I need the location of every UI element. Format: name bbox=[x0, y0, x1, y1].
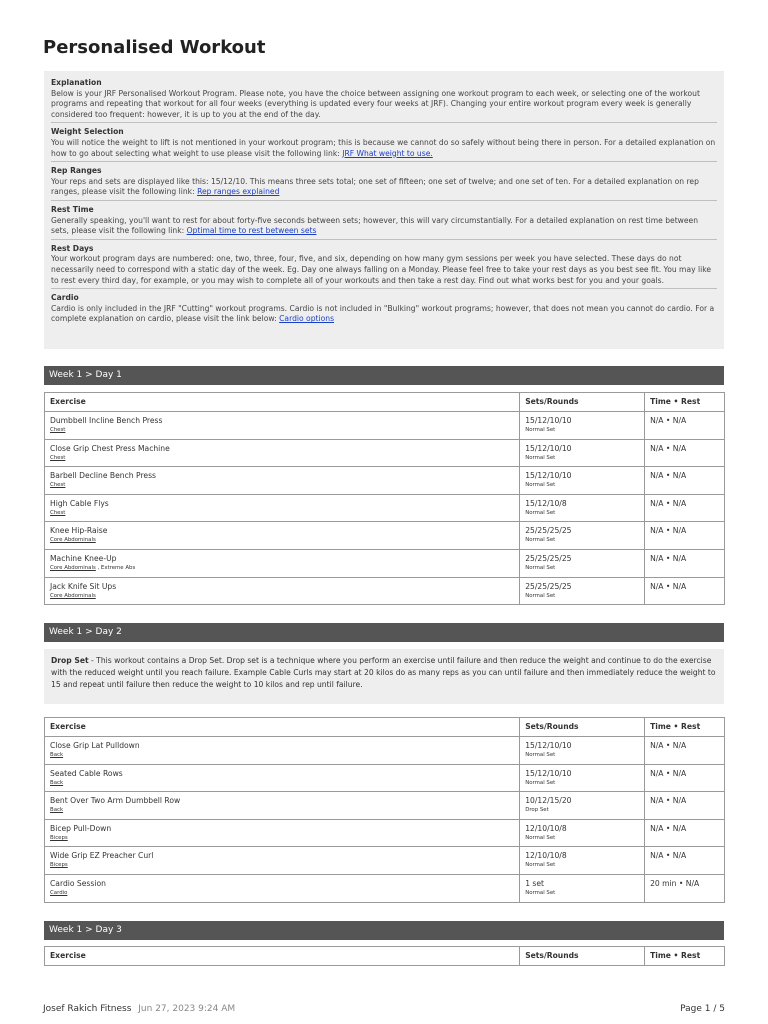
info-text: Cardio is only included in the JRF "Cutting" workout programs. Cardio is not included in "Bulking" workout programs; however, that does not mean you cannot do cardio. For a complete explanation on cardio, please visit the link below: bbox=[51, 303, 715, 324]
exercise-name: Bicep Pull-Down bbox=[50, 823, 112, 833]
table-row bbox=[45, 577, 725, 605]
page-title: Personalised Workout bbox=[43, 37, 266, 58]
exercise-name: Cardio Session bbox=[50, 878, 106, 888]
table-header-row bbox=[45, 947, 725, 966]
col-sets: Sets/Rounds bbox=[520, 718, 645, 737]
footer-brand: Josef Rakich Fitness bbox=[43, 1004, 132, 1014]
col-sets: Sets/Rounds bbox=[520, 393, 645, 412]
exercise-name: Seated Cable Rows bbox=[50, 768, 123, 778]
rest-time-link[interactable]: Optimal time to rest between sets bbox=[186, 226, 317, 236]
exercise-cell bbox=[45, 874, 520, 902]
muscle-link[interactable]: Back bbox=[50, 779, 64, 786]
sets-value: 25/25/25/25 bbox=[525, 581, 572, 591]
time-cell: N/A • N/A bbox=[645, 467, 725, 495]
time-cell: N/A • N/A bbox=[645, 577, 725, 605]
sets-cell bbox=[520, 874, 645, 902]
page-footer bbox=[43, 1004, 725, 1014]
cardio-options-link[interactable]: Cardio options bbox=[279, 314, 335, 324]
exercise-cell bbox=[45, 439, 520, 467]
sets-value: 15/12/10/10 bbox=[525, 741, 572, 750]
info-section-rest-days bbox=[51, 244, 717, 289]
time-cell: 20 min • N/A bbox=[645, 874, 725, 902]
note-text: - This workout contains a Drop Set. Drop set is a technique where you perform an exercise until failure and then reduce the weight and continue to do the exercise with the reduced weight until you reach failure. Example Cable Curls may start at 20 kilos do as many reps as you can until failure and then immediately reduce the weight to 15 and repeat until failure then reduce the weight to 10 kilos and rep until failure. bbox=[51, 656, 716, 689]
set-type: Normal Set bbox=[525, 427, 556, 433]
time-cell: N/A • N/A bbox=[645, 549, 725, 577]
time-cell: N/A • N/A bbox=[645, 522, 725, 550]
col-exercise: Exercise bbox=[45, 718, 520, 737]
time-cell: N/A • N/A bbox=[645, 412, 725, 440]
info-section-rest-time bbox=[51, 205, 717, 240]
exercise-name: Close Grip Lat Pulldown bbox=[50, 741, 140, 750]
set-type: Normal Set bbox=[525, 834, 556, 841]
workout-table-day-1 bbox=[44, 392, 725, 605]
muscle-link[interactable]: Cardio bbox=[50, 889, 68, 896]
sets-value: 1 set bbox=[525, 878, 545, 888]
info-text: You will notice the weight to lift is not mentioned in your workout program; this is because we cannot do so safely without being there in person. For a detailed explanation on how to go about selecting what weight to use please visit the following link: bbox=[51, 137, 716, 158]
set-type: Normal Set bbox=[525, 592, 556, 599]
info-text: Below is your JRF Personalised Workout Program. Please note, you have the choice between assigning one workout program to each week, or selecting one of the workout programs and repeating that workout for all four weeks (everything is updated every four weeks at JRF). Changing your entire workout program every week is generally considered too frequent: however, it is up to you at the end of the day. bbox=[51, 88, 700, 119]
sets-value: 10/12/15/20 bbox=[525, 796, 572, 806]
drop-set-note bbox=[44, 649, 724, 704]
info-heading: Rest Time bbox=[51, 204, 94, 214]
set-type: Normal Set bbox=[525, 779, 556, 786]
muscle-link[interactable]: Chest bbox=[50, 482, 66, 489]
set-type: Normal Set bbox=[525, 482, 556, 489]
exercise-name: Machine Knee-Up bbox=[50, 553, 117, 563]
exercise-name: Barbell Decline Bench Press bbox=[50, 471, 157, 481]
table-row bbox=[45, 467, 725, 495]
page-number: Page 1 / 5 bbox=[680, 1004, 725, 1014]
weight-selection-link[interactable]: JRF What weight to use. bbox=[342, 148, 433, 158]
info-heading: Weight Selection bbox=[51, 127, 124, 137]
muscle-link[interactable]: Biceps bbox=[50, 862, 68, 869]
muscle-link[interactable]: Core Abdominals bbox=[50, 592, 96, 599]
exercise-cell bbox=[45, 549, 520, 577]
exercise-cell bbox=[45, 467, 520, 495]
sets-cell bbox=[520, 439, 645, 467]
time-cell: N/A • N/A bbox=[645, 737, 725, 765]
muscle-link[interactable]: Chest bbox=[50, 454, 66, 461]
info-text: Generally speaking, you'll want to rest for about forty-five seconds between sets; however, this will vary circumstantially. For a detailed explanation on rest time between sets, please visit the following link: bbox=[51, 215, 699, 236]
info-section-rep-ranges bbox=[51, 166, 717, 201]
sets-cell bbox=[520, 764, 645, 792]
col-time: Time • Rest bbox=[645, 947, 725, 966]
set-type: Drop Set bbox=[525, 807, 549, 814]
info-text: Your reps and sets are displayed like this: 15/12/10. This means three sets total; one set of fifteen; one set of twelve; and one set of ten. For a detailed explanation on rep ranges, please visit the following link: bbox=[51, 176, 699, 197]
exercise-name: Dumbbell Incline Bench Press bbox=[50, 416, 163, 425]
exercise-cell bbox=[45, 819, 520, 847]
info-heading: Rep Ranges bbox=[51, 166, 102, 176]
footer-date: Jun 27, 2023 9:24 AM bbox=[138, 1004, 236, 1014]
exercise-cell bbox=[45, 764, 520, 792]
exercise-name: Jack Knife Sit Ups bbox=[50, 581, 117, 591]
sets-cell bbox=[520, 792, 645, 820]
info-heading: Cardio bbox=[51, 293, 79, 303]
exercise-name: High Cable Flys bbox=[50, 498, 109, 508]
info-heading: Explanation bbox=[51, 78, 102, 87]
col-time: Time • Rest bbox=[645, 718, 725, 737]
set-type: Normal Set bbox=[525, 564, 556, 571]
sets-cell bbox=[520, 577, 645, 605]
time-cell: N/A • N/A bbox=[645, 792, 725, 820]
sets-cell bbox=[520, 847, 645, 875]
muscle-link[interactable]: Core Abdominals bbox=[50, 537, 96, 544]
table-row bbox=[45, 439, 725, 467]
sets-value: 25/25/25/25 bbox=[525, 526, 572, 536]
exercise-name: Close Grip Chest Press Machine bbox=[50, 443, 170, 453]
sets-value: 15/12/10/10 bbox=[525, 768, 572, 778]
time-cell: N/A • N/A bbox=[645, 819, 725, 847]
table-header-row bbox=[45, 718, 725, 737]
time-cell: N/A • N/A bbox=[645, 439, 725, 467]
exercise-name: Knee Hip-Raise bbox=[50, 526, 108, 536]
sets-cell bbox=[520, 522, 645, 550]
sets-value: 15/12/10/10 bbox=[525, 471, 572, 481]
table-row bbox=[45, 412, 725, 440]
time-cell: N/A • N/A bbox=[645, 764, 725, 792]
set-type: Normal Set bbox=[525, 454, 556, 461]
exercise-name: Wide Grip EZ Preacher Curl bbox=[50, 851, 154, 861]
muscle-link[interactable]: Back bbox=[50, 807, 64, 814]
sets-cell bbox=[520, 467, 645, 495]
set-type: Normal Set bbox=[525, 509, 556, 516]
sets-value: 15/12/10/10 bbox=[525, 443, 572, 453]
day-header-w1d1: Week 1 > Day 1 bbox=[44, 366, 724, 385]
workout-table-day-2 bbox=[44, 717, 725, 903]
table-row bbox=[45, 494, 725, 522]
sets-value: 12/10/10/8 bbox=[525, 823, 567, 833]
sets-cell bbox=[520, 737, 645, 765]
rep-ranges-link[interactable]: Rep ranges explained bbox=[197, 187, 280, 197]
table-row bbox=[45, 792, 725, 820]
secondary-muscle: , Extreme Abs bbox=[95, 564, 136, 571]
col-time: Time • Rest bbox=[645, 393, 725, 412]
sets-value: 12/10/10/8 bbox=[525, 851, 567, 861]
time-cell: N/A • N/A bbox=[645, 494, 725, 522]
explanation-panel bbox=[44, 71, 724, 349]
time-cell: N/A • N/A bbox=[645, 847, 725, 875]
muscle-link[interactable]: Biceps bbox=[50, 834, 68, 841]
sets-cell bbox=[520, 549, 645, 577]
note-title: Drop Set bbox=[51, 656, 89, 665]
sets-value: 15/12/10/8 bbox=[525, 498, 567, 508]
set-type: Normal Set bbox=[525, 752, 556, 758]
day-header-w1d3: Week 1 > Day 3 bbox=[44, 921, 724, 940]
exercise-cell bbox=[45, 522, 520, 550]
info-section-explanation bbox=[51, 78, 717, 123]
col-exercise: Exercise bbox=[45, 947, 520, 966]
set-type: Normal Set bbox=[525, 889, 556, 896]
sets-cell bbox=[520, 412, 645, 440]
sets-value: 15/12/10/10 bbox=[525, 416, 572, 425]
day-header-w1d2: Week 1 > Day 2 bbox=[44, 623, 724, 642]
table-row bbox=[45, 847, 725, 875]
sets-cell bbox=[520, 494, 645, 522]
info-text: Your workout program days are numbered: one, two, three, four, five, and six, depending on how many gym sessions per week you have selected. These days do not necessarily need to correspond with a static day of the week. Eg. Day one always falling on a Monday. Please feel free to take your rest days as you best see fit. You may like to rest every third day, for example, or you may wish to complete all of your workouts and then take a rest day. Find out what works best for you and your goals. bbox=[51, 254, 712, 285]
col-sets: Sets/Rounds bbox=[520, 947, 645, 966]
muscle-link[interactable]: Chest bbox=[50, 509, 66, 516]
muscle-link[interactable]: Back bbox=[50, 752, 64, 758]
table-row bbox=[45, 874, 725, 902]
workout-table-day-3 bbox=[44, 946, 725, 966]
table-row bbox=[45, 819, 725, 847]
exercise-cell bbox=[45, 847, 520, 875]
exercise-cell bbox=[45, 412, 520, 440]
info-heading: Rest Days bbox=[51, 243, 94, 253]
sets-value: 25/25/25/25 bbox=[525, 553, 572, 563]
table-row bbox=[45, 737, 725, 765]
exercise-cell bbox=[45, 577, 520, 605]
exercise-cell bbox=[45, 792, 520, 820]
set-type: Normal Set bbox=[525, 537, 556, 544]
col-exercise: Exercise bbox=[45, 393, 520, 412]
set-type: Normal Set bbox=[525, 862, 556, 869]
info-section-cardio bbox=[51, 293, 717, 327]
sets-cell bbox=[520, 819, 645, 847]
exercise-cell bbox=[45, 737, 520, 765]
info-section-weight-selection bbox=[51, 127, 717, 162]
table-row bbox=[45, 764, 725, 792]
exercise-name: Bent Over Two Arm Dumbbell Row bbox=[50, 796, 181, 806]
muscle-link[interactable]: Chest bbox=[50, 427, 66, 433]
table-row bbox=[45, 549, 725, 577]
table-header-row bbox=[45, 393, 725, 412]
table-row bbox=[45, 522, 725, 550]
exercise-cell bbox=[45, 494, 520, 522]
muscle-link[interactable]: Core Abdominals bbox=[50, 564, 96, 571]
